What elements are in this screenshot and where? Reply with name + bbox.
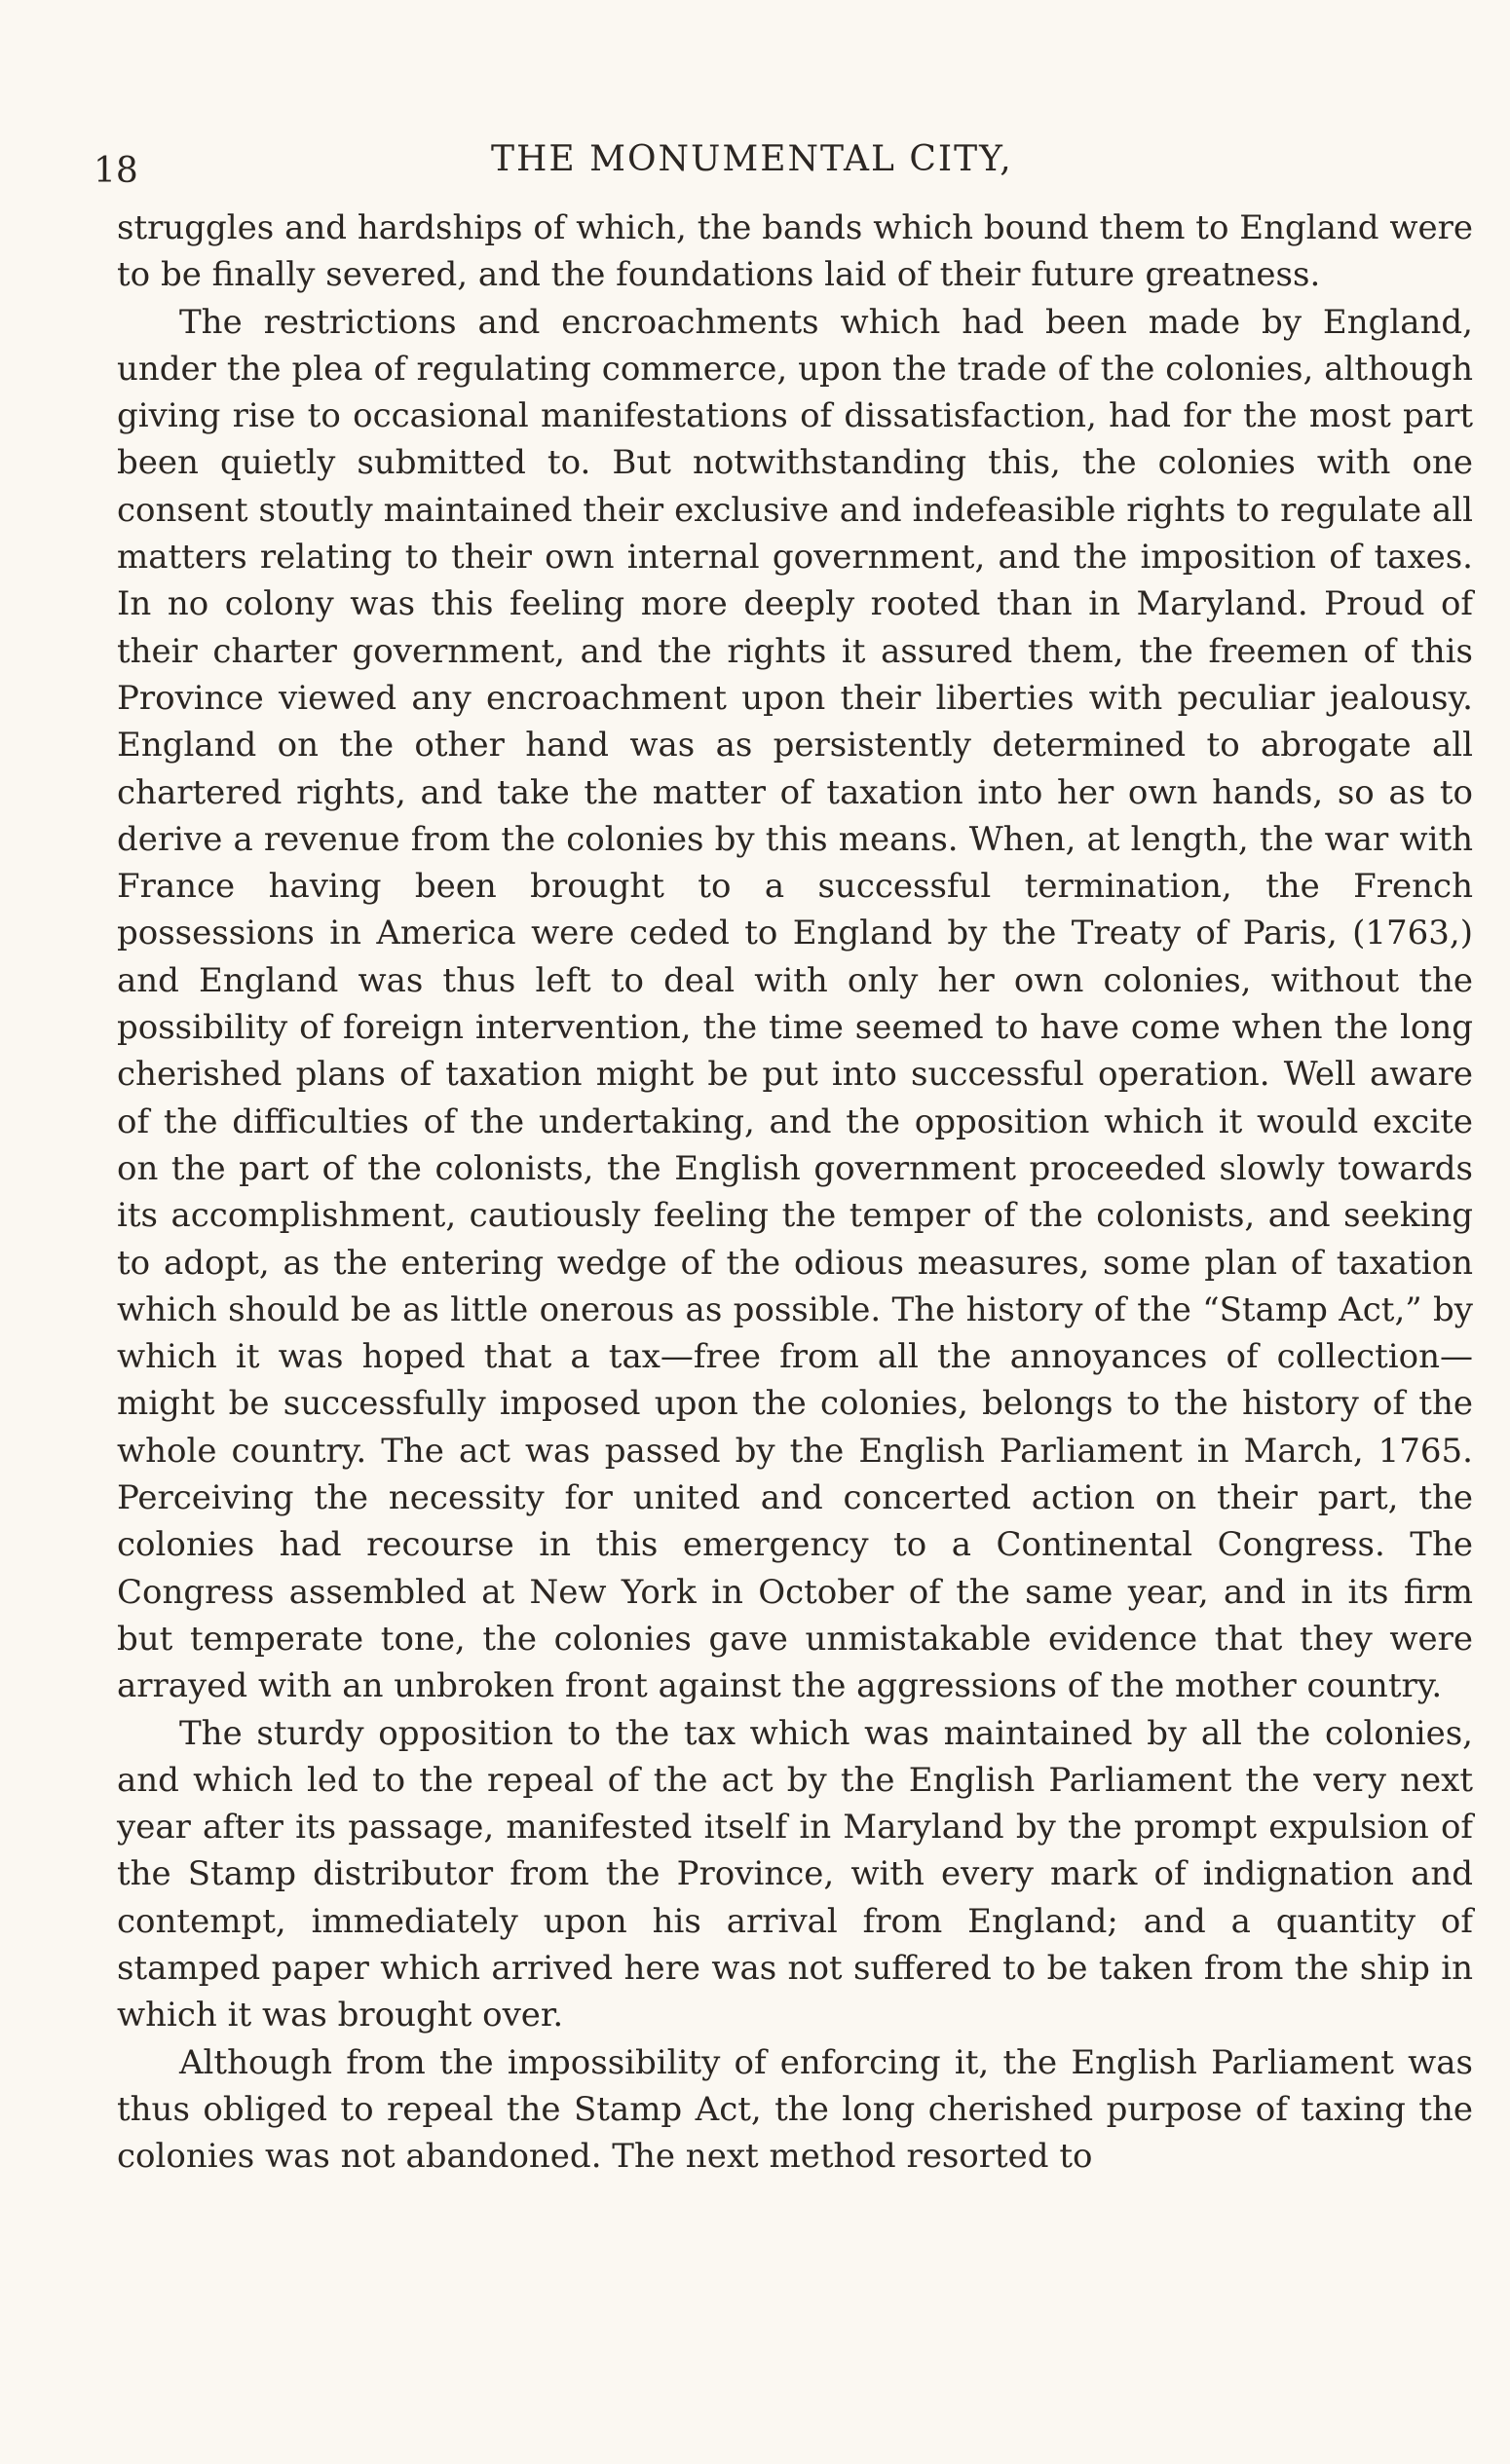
page-number: 18 (94, 151, 138, 191)
paragraph-repeal: Although from the impossibility of enforcing it, the English Parliament was thus obliged to repeal the Stamp Act, the long cherished purpose of taxing the colonies was not abandoned. The next method resorted to (117, 2042, 1473, 2177)
running-head: THE MONUMENTAL CITY, (491, 139, 1013, 179)
body-text (117, 205, 1473, 2180)
paragraph-continuation: struggles and hardships of which, the bands which bound them to England were to be finally severed, and the foundations laid of their future greatness. (117, 208, 1473, 295)
page-header (94, 134, 1467, 193)
paragraph-stamp-act-opposition: The sturdy opposition to the tax which was maintained by all the colonies, and which led to the repeal of the act by the English Parliament the very next year after its passage, manifested itself in Maryland by the prompt expulsion of the Stamp distributor from the Province, with every mark of indignation and contempt, immediately upon his arrival from England; and a quantity of stamped paper which arrived here was not suffered to be taken from the ship in which it was brought over. (117, 1713, 1473, 2035)
paragraph-taxation-history: The restrictions and encroachments which had been made by England, under the plea of regulating commerce, upon the trade of the colonies, although giving rise to occasional manifestations of dissatisfaction, had for the most part been quietly submitted to. But notwithstanding this, the colonies with one consent stoutly maintained their exclusive and indefeasible rights to regulate all matters relating to their own internal government, and the imposition of taxes. In no colony was this feeling more deeply rooted than in Maryland. Proud of their charter government, and the rights it assured them, the freemen of this Province viewed any encroachment upon their liberties with peculiar jealousy. England on the other hand was as persistently determined to abrogate all chartered rights, and take the matter of taxation into her own hands, so as to derive a revenue from the colonies by this means. When, at length, the war with France having been brought to a successful termination, the French possessions in America were ceded to England by the Treaty of Paris, (1763,) and England was thus left to deal with only her own colonies, without the possibility of foreign intervention, the time seemed to have come when the long cherished plans of taxation might be put into successful operation. Well aware of the difficulties of the undertaking, and the opposition which it would excite on the part of the colonists, the English government proceeded slowly towards its accomplishment, cautiously feeling the temper of the colonists, and seeking to adopt, as the entering wedge of the odious measures, some plan of taxation which should be as little onerous as possible. The history of the “Stamp Act,” by which it was hoped that a tax—free from all the annoyances of collection—might be successfully imposed upon the colonies, belongs to the history of the whole country. The act was passed by the English Parliament in March, 1765. Perceiving the necessity for united and concerted action on their part, the colonies had recourse in this emergency to a Continental Congress. The Congress assembled at New York in October of the same year, and in its firm but temperate tone, the colonies gave unmistakable evidence that they were arrayed with an unbroken front against the aggressions of the mother country. (117, 302, 1473, 1706)
